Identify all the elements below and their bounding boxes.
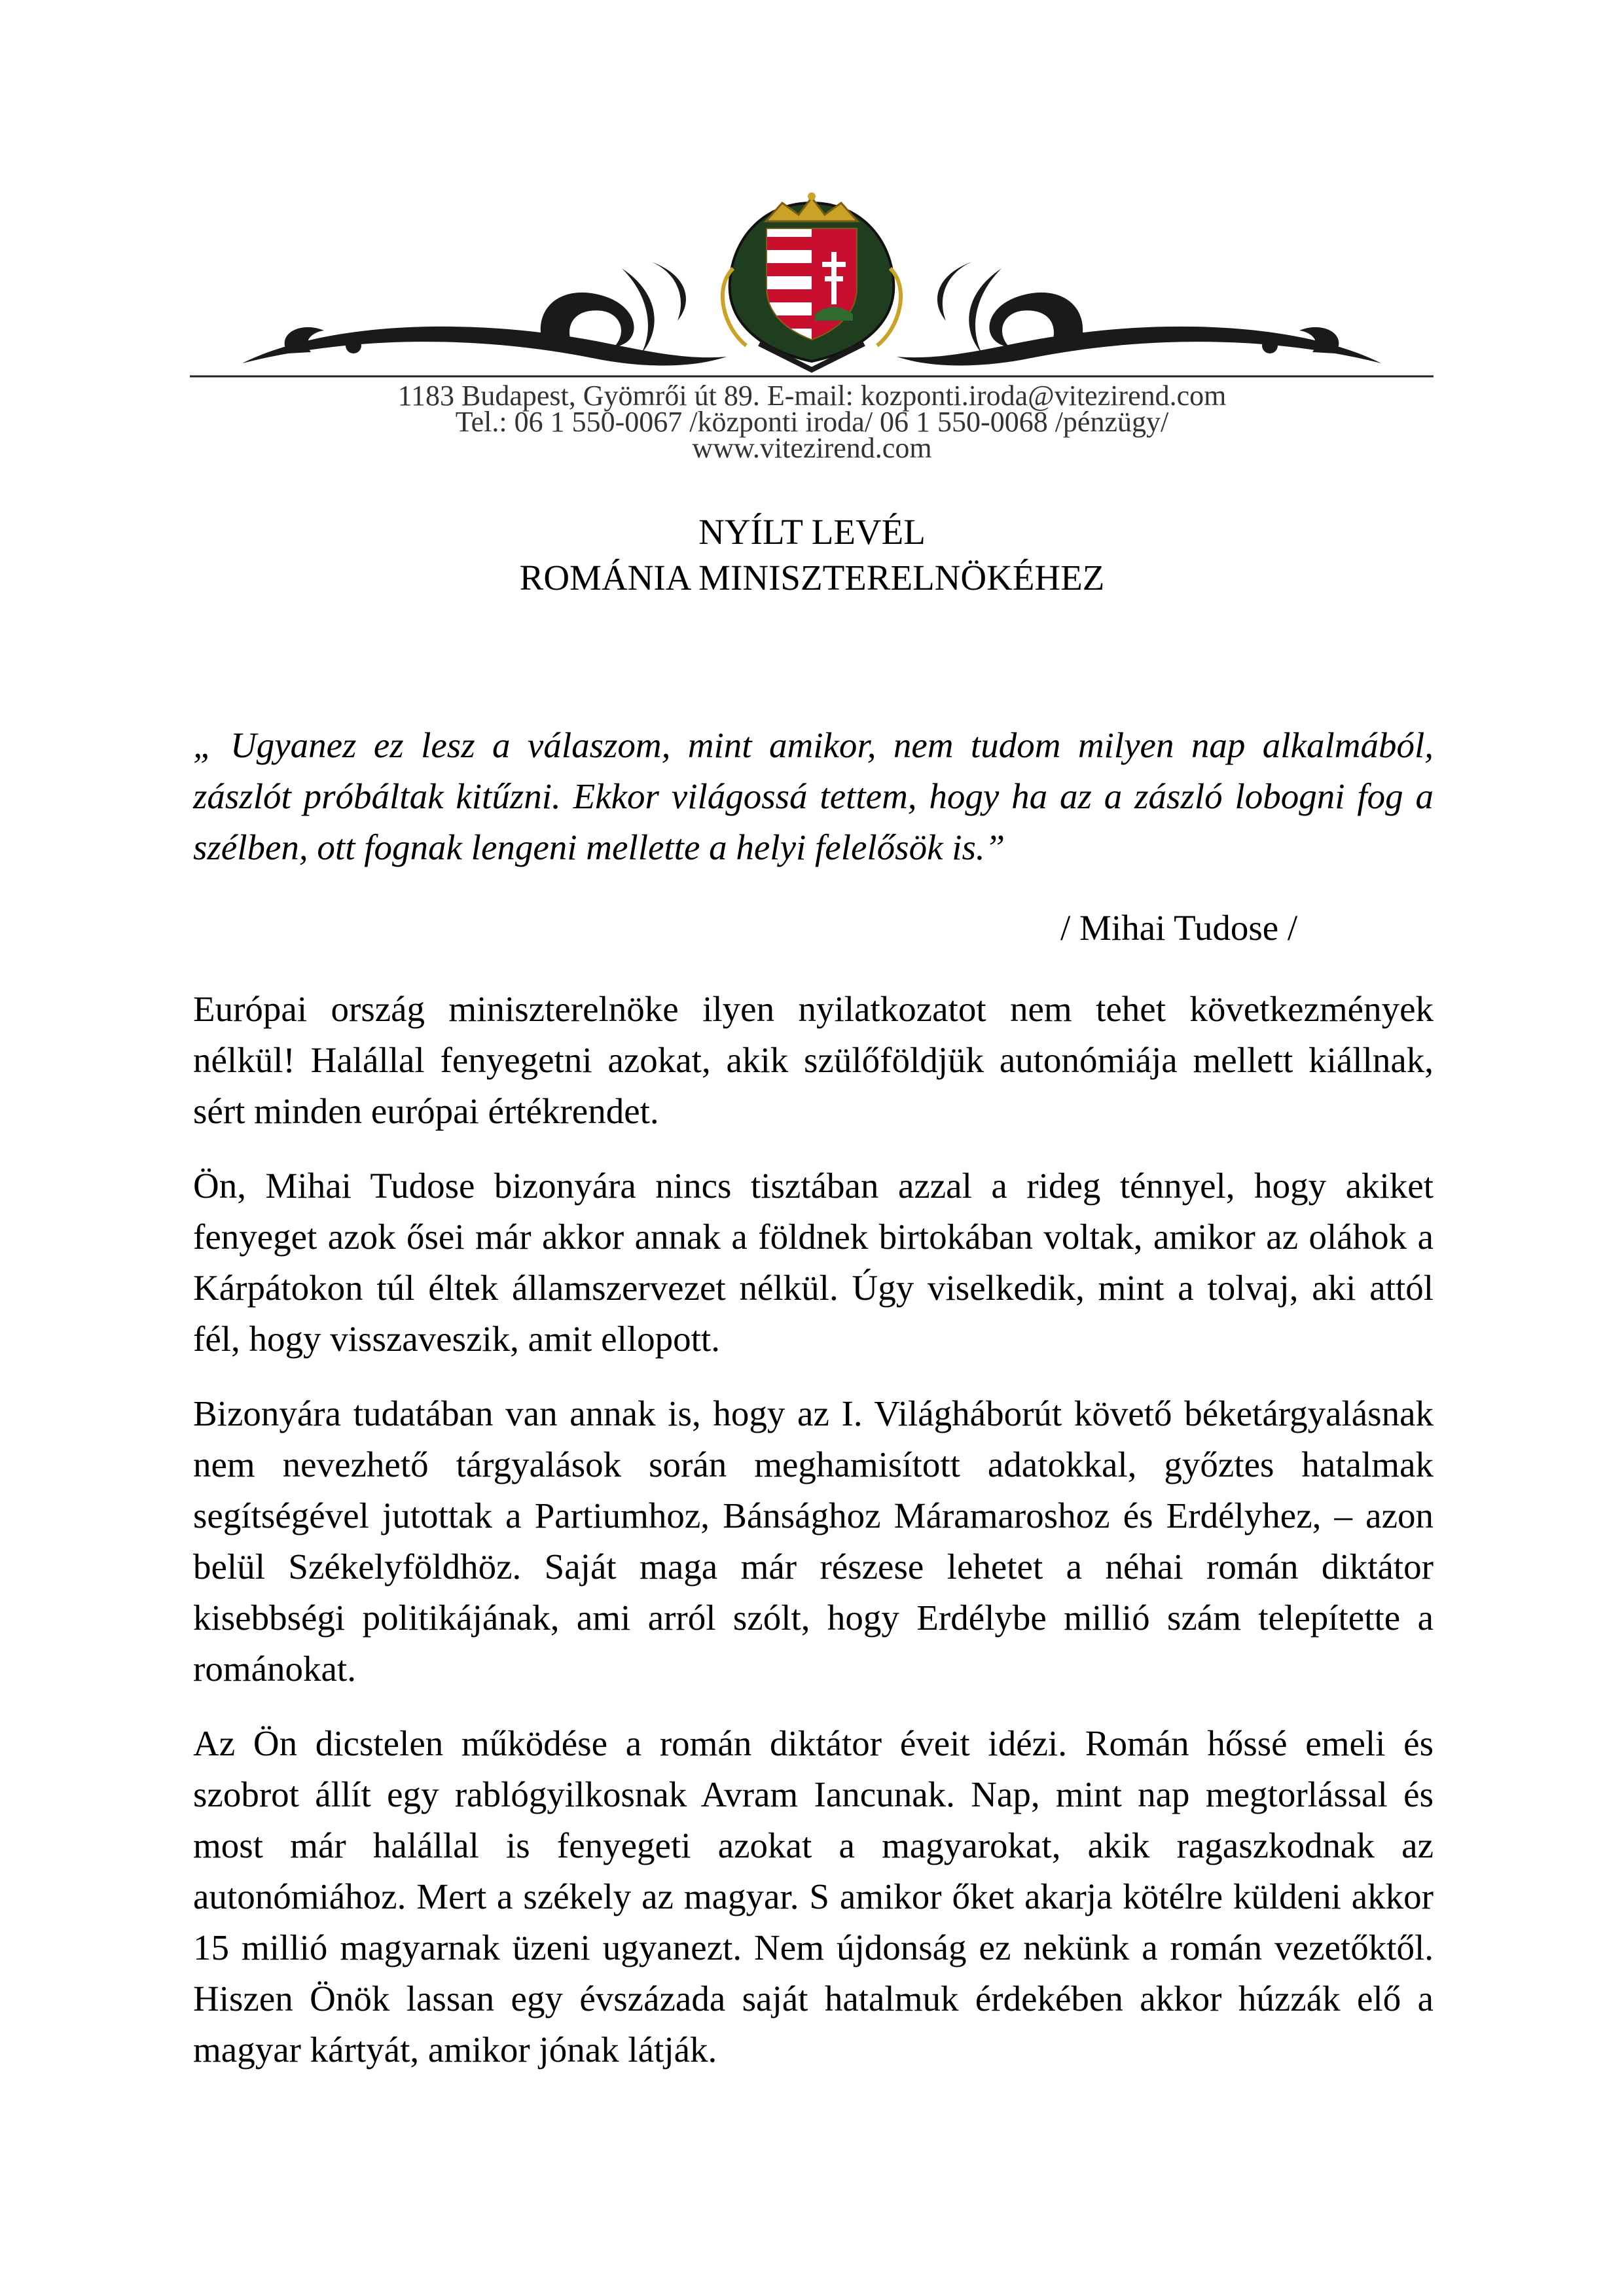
paragraph: Ön, Mihai Tudose bizonyára nincs tisztában azzal a rideg ténnyel, hogy akiket fenyeget azok ősei már akkor annak a földnek birtokában voltak, amikor az oláhok a Kárpátokon túl éltek államszervezet nélkül. Úgy viselkedik, mint a tolvaj, aki attól fél, hogy visszaveszik, amit ellopott. — [193, 1166, 1434, 1359]
paragraph: Bizonyára tudatában van annak is, hogy az I. Világháborút követő béketárgyalásnak nem nevezhető tárgyalások során meghamisított adatokkal, győztes hatalmak segítségével jutottak a Partiumhoz, Bánsághoz Máramaroshoz és Erdélyhez, – azon belül Székelyföldhöz. Saját maga már részese lehetet a néhai román diktátor kisebbségi politikájának, ami arról szólt, hogy Erdélybe millió szám telepítette a románokat. — [193, 1393, 1434, 1689]
page-title — [0, 509, 1624, 601]
title-line-2: ROMÁNIA MINISZTERELNÖKÉHEZ — [519, 558, 1105, 598]
letterhead-ornament — [190, 190, 1434, 399]
paragraph: Az Ön dicstelen működése a román diktátor éveit idézi. Román hőssé emeli és szobrot állít egy rablógyilkosnak Avram Iancunak. Nap, mint nap megtorlással és most már halállal is fenyegeti azokat a magyarokat, akik ragaszkodnak az autonómiához. Mert a székely az magyar. S amikor őket akarja kötélre küldeni akkor 15 millió magyarnak üzeni ugyanezt. Nem újdonság ez nekünk a román vezetőktől. Hiszen Önök lassan egy évszázada saját hatalmuk érdekében akkor húzzák elő a magyar kártyát, amikor jónak látják. — [193, 1723, 1434, 2070]
letterhead-contact — [0, 380, 1624, 464]
quote-text: „ Ugyanez ez lesz a válaszom, mint amikor, nem tudom milyen nap alkalmából, zászlót próbáltak kitűzni. Ekkor világossá tettem, hogy ha az a zászló lobogni fog a szélben, ott fognak lengeni mellette a helyi felelősök is.” — [193, 725, 1434, 867]
left-flourish-icon — [242, 262, 727, 366]
web-line: www.vitezirend.com — [692, 432, 932, 464]
hungarian-coat-of-arms-icon — [723, 192, 901, 370]
phone-line: Tel.: 06 1 550-0067 /központi iroda/ 06 1 550-0068 /pénzügy/ — [455, 406, 1169, 438]
letterhead — [0, 0, 1624, 497]
quote-attribution: / Mihai Tudose / — [1060, 908, 1298, 948]
title-line-1: NYÍLT LEVÉL — [698, 512, 926, 552]
letter-body — [193, 984, 1434, 2099]
paragraph: Európai ország miniszterelnöke ilyen nyilatkozatot nem tehet következmények nélkül! Halállal fenyegetni azokat, akik szülőföldjük autonómiája mellett kiállnak, sért minden európai értékrendet. — [193, 989, 1434, 1131]
address-line: 1183 Budapest, Gyömrői út 89. E-mail: kozponti.iroda@vitezirend.com — [397, 380, 1227, 412]
right-flourish-icon — [897, 262, 1381, 366]
